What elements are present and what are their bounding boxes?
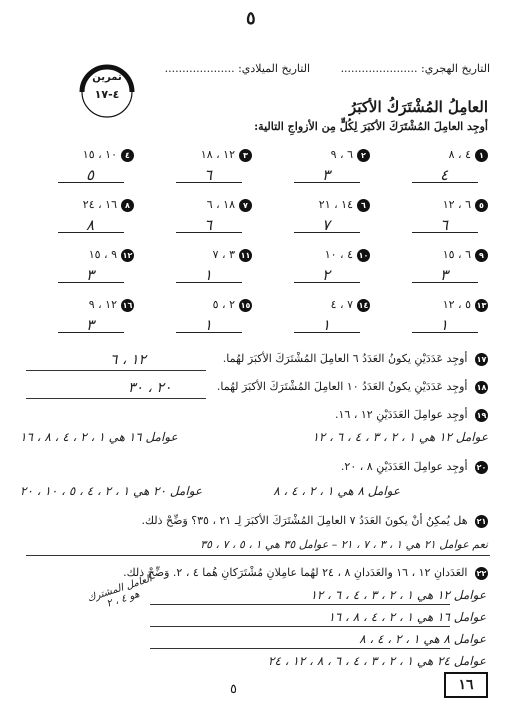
margin-note: العامل المشترك هو ٤ ، ٢ bbox=[86, 573, 154, 610]
answer-line bbox=[150, 604, 450, 605]
problem-prompt bbox=[388, 248, 488, 262]
problem-answer: ١ bbox=[439, 316, 449, 334]
lesson-title: العامِلُ المُشْتَرَكُ الأكبَرُ bbox=[348, 98, 488, 116]
problem-pair: ٦ ، ١٥ bbox=[442, 248, 471, 261]
question-18 bbox=[217, 380, 488, 394]
problem-answer: ٤ bbox=[439, 166, 449, 184]
answer-line bbox=[176, 232, 242, 233]
question-number-badge: ٢١ bbox=[476, 517, 487, 526]
problem-pair: ٥ ، ١٢ bbox=[442, 298, 471, 311]
gcf-problem-cell bbox=[270, 198, 370, 244]
answer-line bbox=[26, 398, 206, 399]
question-text: أوجِد عوامِلَ العَدَدَيْنِ ٨ ، ٢٠. bbox=[340, 460, 468, 473]
gcf-problem-cell bbox=[34, 248, 134, 294]
problem-answer: ٦ bbox=[203, 216, 213, 234]
answer-line bbox=[58, 282, 124, 283]
problem-number-badge: ٧ bbox=[239, 199, 252, 212]
problem-pair: ٦ ، ٩ bbox=[330, 148, 353, 161]
problem-prompt bbox=[34, 148, 134, 162]
problem-number-badge: ١٥ bbox=[240, 301, 251, 310]
problem-answer: ٣ bbox=[85, 316, 95, 334]
problem-pair: ٣ ، ٧ bbox=[212, 248, 235, 261]
gcf-problem-cell bbox=[34, 298, 134, 344]
problem-number-badge: ٤ bbox=[121, 149, 134, 162]
problem-prompt bbox=[388, 198, 488, 212]
problem-prompt bbox=[388, 298, 488, 312]
problem-prompt bbox=[388, 148, 488, 162]
problem-pair: ١٦ ، ٢٤ bbox=[82, 198, 117, 211]
question-number-badge: ١٩ bbox=[476, 411, 487, 420]
gcf-problem-cell bbox=[152, 198, 252, 244]
answer-line bbox=[412, 332, 478, 333]
question-number-badge: ١٨ bbox=[476, 383, 487, 392]
question-number-badge: ٢٠ bbox=[476, 463, 487, 472]
page-number-box: ١٦ bbox=[444, 672, 488, 698]
problem-prompt bbox=[152, 248, 252, 262]
problem-answer: ٧ bbox=[321, 216, 331, 234]
problem-prompt bbox=[270, 298, 370, 312]
answer-line bbox=[150, 648, 450, 649]
answer-line bbox=[26, 370, 206, 371]
answer-line bbox=[58, 182, 124, 183]
problem-number-badge: ١١ bbox=[240, 251, 251, 260]
problem-number-badge: ١٣ bbox=[476, 301, 487, 310]
problem-prompt bbox=[270, 148, 370, 162]
question-22 bbox=[123, 566, 488, 580]
gcf-problem-cell bbox=[34, 198, 134, 244]
gcf-problem-cell bbox=[152, 148, 252, 194]
gcf-problem-cell bbox=[270, 298, 370, 344]
problem-number-badge: ٩ bbox=[475, 249, 488, 262]
gcf-problem-cell bbox=[270, 248, 370, 294]
problem-answer: ١ bbox=[203, 266, 213, 284]
q22-line-3: عوامل ٨ هي ١ ، ٢ ، ٤ ، ٨ bbox=[359, 632, 486, 646]
answer-line bbox=[176, 282, 242, 283]
question-text: هل يُمكِنُ أنْ يكونَ العَدَدُ ٧ العامِلَ المُشْتَرَكَ الأكبَرَ لِـ ٢١ ، ٣٥؟ وَضِّحْ ذلك. bbox=[141, 514, 468, 527]
q17-answer: ١٢ ، ٦ bbox=[110, 352, 146, 368]
problem-number-badge: ١٤ bbox=[358, 301, 369, 310]
answer-line bbox=[58, 232, 124, 233]
problem-prompt bbox=[152, 298, 252, 312]
question-19 bbox=[335, 408, 488, 422]
problem-answer: ٦ bbox=[439, 216, 449, 234]
question-21 bbox=[142, 514, 488, 528]
problem-number-badge: ١٦ bbox=[122, 301, 133, 310]
problem-number-badge: ٦ bbox=[357, 199, 370, 212]
problem-answer: ٦ bbox=[203, 166, 213, 184]
page-top-number: ٥ bbox=[246, 8, 256, 29]
exercise-badge bbox=[72, 58, 142, 118]
answer-line bbox=[150, 626, 450, 627]
problem-pair: ٤ ، ١٠ bbox=[324, 248, 353, 261]
problem-prompt bbox=[270, 198, 370, 212]
problem-answer: ٣ bbox=[439, 266, 449, 284]
q22-line-2: عوامل ١٦ هي ١ ، ٢ ، ٤ ، ٨ ، ١٦ bbox=[328, 610, 486, 624]
problem-pair: ٧ ، ٤ bbox=[330, 298, 353, 311]
problem-pair: ١٢ ، ٩ bbox=[88, 298, 117, 311]
gcf-problem-cell bbox=[270, 148, 370, 194]
problem-prompt bbox=[270, 248, 370, 262]
question-text: أوجِد عَدَدَيْنِ يكونُ العَدَدُ ١٠ العامِلَ المُشْتَرَكَ الأكبَرَ لهُما. bbox=[216, 380, 468, 393]
problem-answer: ٨ bbox=[85, 216, 95, 234]
problem-prompt bbox=[34, 248, 134, 262]
answer-line bbox=[294, 332, 360, 333]
question-20 bbox=[341, 460, 488, 474]
answer-line bbox=[412, 232, 478, 233]
problem-answer: ١ bbox=[203, 316, 213, 334]
problem-answer: ١ bbox=[321, 316, 331, 334]
question-17 bbox=[223, 352, 488, 366]
problem-pair: ٢ ، ٥ bbox=[212, 298, 235, 311]
exercise-badge-label: تمرين bbox=[92, 72, 122, 83]
gcf-problem-cell bbox=[388, 248, 488, 294]
gcf-problem-cell bbox=[34, 148, 134, 194]
problem-pair: ١٢ ، ١٨ bbox=[200, 148, 235, 161]
question-text: أوجِد عوامِلَ العَدَدَيْنِ ١٢ ، ١٦. bbox=[335, 408, 468, 421]
problem-answer: ٥ bbox=[85, 166, 95, 184]
q22-line-4: عوامل ٢٤ هي ١ ، ٢ ، ٣ ، ٤ ، ٦ ، ٨ ، ١٢ ، ٢٤ bbox=[268, 654, 486, 668]
answer-line bbox=[294, 232, 360, 233]
answer-line bbox=[26, 555, 490, 556]
problem-answer: ٣ bbox=[85, 266, 95, 284]
answer-line bbox=[412, 182, 478, 183]
problem-pair: ٤ ، ٨ bbox=[448, 148, 471, 161]
problem-answer: ٣ bbox=[321, 166, 331, 184]
answer-line bbox=[176, 332, 242, 333]
page-bottom-number: ٥ bbox=[230, 682, 237, 697]
answer-line bbox=[294, 182, 360, 183]
q18-answer: ٢٠ ، ٣٠ bbox=[128, 380, 172, 396]
q19-answer-b: عوامل ١٦ هي ١ ، ٢ ، ٤ ، ٨ ، ١٦ bbox=[20, 430, 178, 444]
q22-line-1: عوامل ١٢ هي ١ ، ٢ ، ٣ ، ٤ ، ٦ ، ١٢ bbox=[310, 588, 486, 602]
gcf-problem-cell bbox=[388, 198, 488, 244]
problem-number-badge: ٥ bbox=[475, 199, 488, 212]
gregorian-date-label: التاريخ الميلادي: .................... bbox=[164, 62, 310, 75]
exercise-badge-code: ٤-١٧ bbox=[94, 88, 120, 101]
problem-number-badge: ٨ bbox=[121, 199, 134, 212]
hijri-date-label: التاريخ الهجري: ...................... bbox=[340, 62, 490, 75]
gcf-problem-cell bbox=[388, 298, 488, 344]
q19-answer-a: عوامل ١٢ هي ١ ، ٢ ، ٣ ، ٤ ، ٦ ، ١٢ bbox=[312, 430, 488, 444]
gcf-problem-cell bbox=[152, 248, 252, 294]
answer-line bbox=[176, 182, 242, 183]
problem-answer: ٢ bbox=[321, 266, 331, 284]
gcf-problem-cell bbox=[388, 148, 488, 194]
question-number-badge: ٢٢ bbox=[476, 569, 487, 578]
question-text: أوجِد عَدَدَيْنِ يكونُ العَدَدُ ٦ العامِلَ المُشْتَرَكَ الأكبَرَ لهُما. bbox=[222, 352, 468, 365]
problem-number-badge: ١ bbox=[475, 149, 488, 162]
answer-line bbox=[294, 282, 360, 283]
problem-prompt bbox=[34, 298, 134, 312]
answer-line bbox=[412, 282, 478, 283]
answer-line bbox=[58, 332, 124, 333]
problem-number-badge: ٢ bbox=[357, 149, 370, 162]
problem-prompt bbox=[152, 148, 252, 162]
q20-answer-b: عوامل ٢٠ هي ١ ، ٢ ، ٤ ، ٥ ، ١٠ ، ٢٠ bbox=[20, 484, 203, 498]
instruction-text: أوجِد العامِلَ المُشْتَرَكَ الأكبَرَ لِكُلٍّ مِن الأزواجِ التالية: bbox=[254, 120, 488, 133]
problem-pair: ١٤ ، ٢١ bbox=[318, 198, 353, 211]
problem-pair: ١٨ ، ٦ bbox=[206, 198, 235, 211]
question-text: العَدَدانِ ١٢ ، ١٦ والعَدَدانِ ٨ ، ٢٤ لهُما عامِلانِ مُشْتَرَكانِ هُما ٤ ، ٢. وَضِّحْ ذلك. bbox=[123, 566, 468, 579]
problem-prompt bbox=[152, 198, 252, 212]
problem-pair: ٩ ، ١٥ bbox=[88, 248, 117, 261]
problem-pair: ١٠ ، ١٥ bbox=[82, 148, 117, 161]
gcf-problem-cell bbox=[152, 298, 252, 344]
question-number-badge: ١٧ bbox=[476, 355, 487, 364]
problem-number-badge: ١٢ bbox=[122, 251, 133, 260]
problem-prompt bbox=[34, 198, 134, 212]
problem-number-badge: ١٠ bbox=[358, 251, 369, 260]
problem-number-badge: ٣ bbox=[239, 149, 252, 162]
problem-pair: ٦ ، ١٢ bbox=[442, 198, 471, 211]
q21-answer: نعم عوامل ٢١ هي ١ ، ٣ ، ٧ ، ٢١ – عوامل ٣٥ هي ١ ، ٥ ، ٧ ، ٣٥ bbox=[200, 538, 488, 551]
q20-answer-a: عوامل ٨ هي ١ ، ٢ ، ٤ ، ٨ bbox=[273, 484, 400, 498]
